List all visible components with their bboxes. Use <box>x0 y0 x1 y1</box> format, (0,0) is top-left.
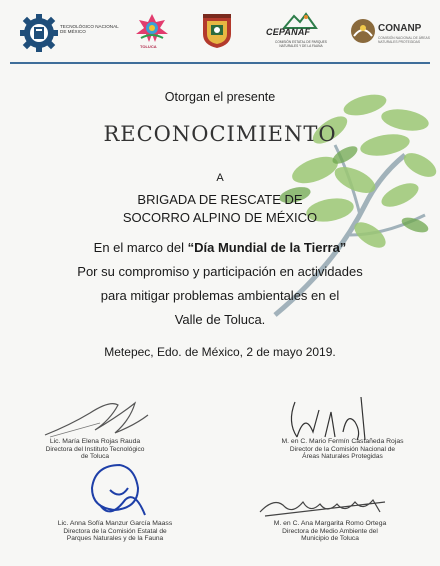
place-date: Metepec, Edo. de México, 2 de mayo 2019. <box>104 345 336 359</box>
signature-1-image <box>40 395 150 440</box>
conanp-logo-icon <box>350 18 376 44</box>
conanp-logo-subtitle: COMISIÓN NACIONAL DE ÁREAS NATURALES PROTEGIDAS <box>378 36 430 44</box>
signatory-role: Director de la Comisión Nacional de <box>289 445 396 453</box>
toluca-logo-text: TOLUCA <box>140 44 157 49</box>
body-line-4: Valle de Toluca. <box>174 312 266 327</box>
header-divider <box>10 62 430 64</box>
logo-header <box>0 0 440 62</box>
body-line-1 <box>0 240 440 255</box>
signatory-role: Directora de la Comisión Estatal de <box>63 527 167 535</box>
cepanaf-logo-text: CEPANAF <box>266 27 311 37</box>
certificate-title: RECONOCIMIENTO <box>103 122 337 146</box>
intro-text: Otorgan el presente <box>164 90 276 104</box>
signatory-name: M. en C. Mario Fermín Castañeda Rojas <box>281 438 404 445</box>
body-line-3: para mitigar problemas ambientales en el <box>100 288 340 303</box>
recipient-line-2: SOCORRO ALPINO DE MÉXICO <box>122 210 318 225</box>
edomex-shield-icon <box>200 14 234 50</box>
conanp-logo-text: CONANP <box>378 23 422 34</box>
signatory-name: M. en C. Ana Margarita Romo Ortega <box>273 520 387 527</box>
signatory-role: Áreas Naturales Protegidas <box>302 453 383 461</box>
signatory-block <box>225 520 435 543</box>
to-label: A <box>216 172 224 184</box>
signatory-block <box>250 438 435 461</box>
body-line-2: Por su compromiso y participación en actividades <box>77 264 363 279</box>
signatory-role: Parques Naturales y de la Fauna <box>66 535 164 543</box>
signatory-block <box>10 438 180 461</box>
tecnm-logo-icon <box>20 14 58 52</box>
signatory-name: Lic. Anna Sofía Manzur García Maass <box>57 520 173 527</box>
signatory-block <box>10 520 220 543</box>
event-name: “Día Mundial de la Tierra” <box>187 240 347 255</box>
tecnm-logo-text: TECNOLÓGICO NACIONAL DE MÉXICO <box>60 24 119 34</box>
signatory-name: Lic. María Elena Rojas Rauda <box>49 438 141 445</box>
signature-3-image <box>80 460 160 525</box>
signatory-role: Directora de Medio Ambiente del <box>282 527 378 535</box>
signatory-role: de Toluca <box>80 453 110 461</box>
signatory-role: Municipio de Toluca <box>301 535 359 543</box>
body-line-1-prefix: En el marco del <box>93 240 188 255</box>
recipient-line-1: BRIGADA DE RESCATE DE <box>137 192 303 207</box>
toluca-logo-icon <box>135 12 169 44</box>
cepanaf-logo-subtitle: COMISIÓN ESTATAL DE PARQUES NATURALES Y DE LA FAUNA <box>275 40 327 48</box>
signature-2-image <box>285 392 380 442</box>
signatory-role: Directora del Instituto Tecnológico <box>45 445 145 453</box>
signature-4-image <box>255 492 395 520</box>
